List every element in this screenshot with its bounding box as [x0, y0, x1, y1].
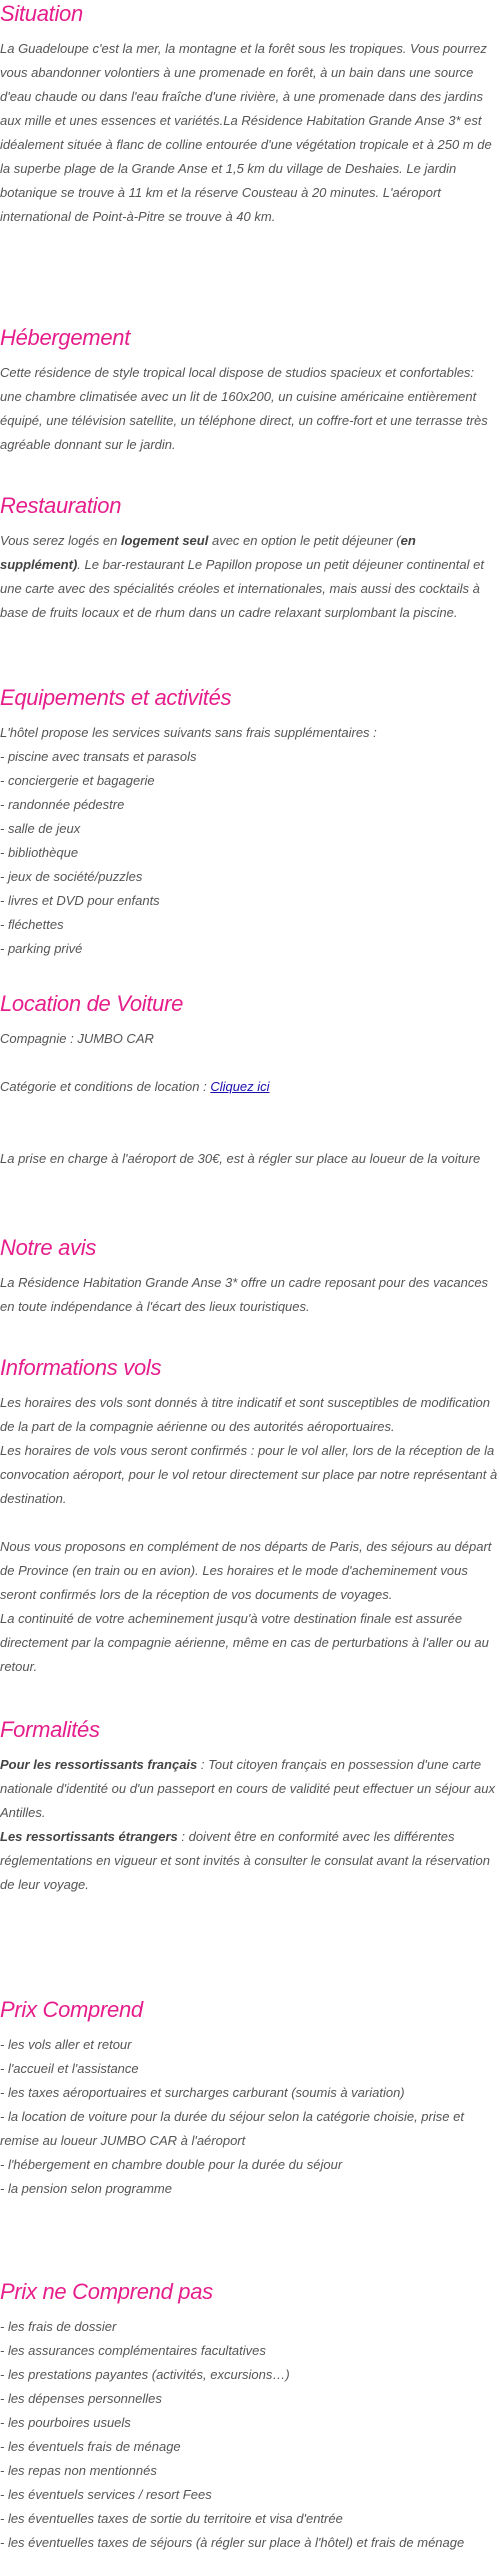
list-item: - fléchettes: [0, 917, 64, 932]
list-item: - les vols aller et retour: [0, 2037, 132, 2052]
formalites-etrangers-text: : doivent être en conformité avec les différentes réglementations en vigueur et sont invités à consulter le consulat avant la réservation de leur voyage.: [0, 1829, 490, 1892]
list-item: - les frais de dossier: [0, 2319, 117, 2334]
section-title-prix-ne-comprend: Prix ne Comprend pas: [0, 2279, 213, 2304]
equipements-list: [0, 721, 498, 961]
list-item: - les assurances complémentaires facultatives: [0, 2343, 266, 2358]
avis-text: La Résidence Habitation Grande Anse 3* offre un cadre reposant pour des vacances en toute indépendance à l'écart des lieux touristiques.: [0, 1275, 489, 1314]
list-item: - les éventuelles taxes de sortie du territoire et visa d'entrée: [0, 2511, 343, 2526]
location-conditions: [0, 1075, 498, 1099]
list-item: - les taxes aéroportuaires et surcharges carburant (soumis à variation): [0, 2085, 405, 2100]
section-avis: [0, 1234, 498, 1319]
restauration-text: [0, 529, 498, 625]
section-prix-ne-comprend: [0, 2278, 498, 2555]
section-vols: [0, 1354, 498, 1679]
formalites-etrangers: [0, 1825, 498, 1897]
list-item: - jeux de société/puzzles: [0, 869, 143, 884]
formalites-etrangers-label: Les ressortissants étrangers: [0, 1829, 178, 1844]
list-item: - les prestations payantes (activités, excursions…): [0, 2367, 290, 2382]
restauration-bold-supplement: en supplément): [0, 533, 416, 572]
equipements-intro: L'hôtel propose les services suivants sans frais supplémentaires :: [0, 725, 377, 740]
section-title-location: Location de Voiture: [0, 991, 184, 1016]
section-formalites: [0, 1716, 498, 1897]
list-item: - les éventuels frais de ménage: [0, 2439, 181, 2454]
section-title-equipements: Equipements et activités: [0, 685, 232, 710]
section-restauration: [0, 492, 498, 625]
list-item: - la pension selon programme: [0, 2181, 172, 2196]
restauration-text-3: . Le bar-restaurant Le Papillon propose un petit déjeuner continental et une carte avec des spécialités créoles et internationales, mais aussi des cocktails à base de fruits locaux et de rhum dans un cadre relaxant surplombant la piscine.: [0, 557, 484, 620]
list-item: - la location de voiture pour la durée du séjour selon la catégorie choisie, prise et remise au loueur JUMBO CAR à l'aéroport: [0, 2109, 464, 2148]
list-item: - les dépenses personnelles: [0, 2391, 162, 2406]
section-title-formalites: Formalités: [0, 1717, 100, 1742]
hebergement-text: Cette résidence de style tropical local dispose de studios spacieux et confortables: une chambre climatisée avec un lit de 160x200, un cuisine américaine entièrement équipé, une télévision satellite, un téléphone direct, un coffre-fort et une terrasse très agréable donnant sur le jardin.: [0, 365, 488, 452]
section-prix-comprend: [0, 1996, 498, 2201]
section-title-situation: Situation: [0, 1, 83, 26]
list-item: - conciergerie et bagagerie: [0, 773, 155, 788]
vols-paragraph-2: Les horaires de vols vous seront confirmés : pour le vol aller, lors de la réception de la convocation aéroport, pour le vol retour directement sur place par notre représentant à destination.: [0, 1443, 498, 1506]
list-item: - les éventuels services / resort Fees: [0, 2487, 212, 2502]
vols-paragraph-3: Nous vous proposons en complément de nos départs de Paris, des séjours au départ de Province (en train ou en avion). Les horaires et le mode d'acheminement vous seront confirmés lors de la réception de vos documents de voyages.: [0, 1539, 492, 1602]
list-item: - bibliothèque: [0, 845, 79, 860]
formalites-francais: [0, 1753, 498, 1825]
restauration-bold-logement: logement seul: [120, 533, 209, 548]
restauration-text-2: avec en option le petit déjeuner (: [208, 533, 401, 548]
vols-paragraph-1: Les horaires des vols sont donnés à titre indicatif et sont susceptibles de modification de la part de la compagnie aérienne ou des autorités aéroportuaires.: [0, 1395, 490, 1434]
location-company: Compagnie : JUMBO CAR: [0, 1031, 154, 1046]
list-item: - les pourboires usuels: [0, 2415, 131, 2430]
section-location: [0, 990, 498, 1171]
prix-comprend-list: [0, 2033, 498, 2201]
section-title-vols: Informations vols: [0, 1355, 162, 1380]
section-equipements: [0, 684, 498, 961]
list-item: - les éventuelles taxes de séjours (à régler sur place à l'hôtel) et frais de ménage: [0, 2535, 465, 2550]
formalites-francais-label: Pour les ressortissants français: [0, 1757, 198, 1772]
section-hebergement: [0, 324, 498, 457]
list-item: - l'accueil et l'assistance: [0, 2061, 139, 2076]
list-item: - parking privé: [0, 941, 83, 956]
vols-paragraph-4: La continuité de votre acheminement jusqu'à votre destination finale est assurée directement par la compagnie aérienne, même en cas de perturbations à l'aller ou au retour.: [0, 1611, 489, 1674]
list-item: - livres et DVD pour enfants: [0, 893, 160, 908]
list-item: - randonnée pédestre: [0, 797, 125, 812]
restauration-text-1: Vous serez logés en: [0, 533, 121, 548]
section-title-hebergement: Hébergement: [0, 325, 130, 350]
section-situation: [0, 0, 498, 229]
list-item: - les repas non mentionnés: [0, 2463, 157, 2478]
location-airport-note: La prise en charge à l'aéroport de 30€, est à régler sur place au loueur de la voiture: [0, 1151, 481, 1166]
section-title-prix-comprend: Prix Comprend: [0, 1997, 143, 2022]
formalites-francais-text: : Tout citoyen français en possession d'une carte nationale d'identité ou d'un passeport en cours de validité peut effectuer un séjour aux Antilles.: [0, 1757, 495, 1820]
list-item: - salle de jeux: [0, 821, 81, 836]
section-title-avis: Notre avis: [0, 1235, 97, 1260]
section-title-restauration: Restauration: [0, 493, 122, 518]
situation-text: La Guadeloupe c'est la mer, la montagne et la forêt sous les tropiques. Vous pourrez vous abandonner volontiers à une promenade en forêt, à un bain dans une source d'eau chaude ou dans l'eau fraîche d'une rivière, à une promenade dans des jardins aux mille et unes essences et variétés.La Résidence Habitation Grande Anse 3* est idéalement située à flanc de colline entourée d'une végétation tropicale et à 250 m de la superbe plage de la Grande Anse et 1,5 km du village de Deshaies. Le jardin botanique se trouve à 11 km et la réserve Cousteau à 20 minutes. L'aéroport international de Point-à-Pitre se trouve à 40 km.: [0, 41, 492, 224]
conditions-link[interactable]: Cliquez ici: [210, 1079, 270, 1094]
prix-ne-comprend-list: [0, 2315, 498, 2555]
location-conditions-label: Catégorie et conditions de location :: [0, 1079, 211, 1094]
list-item: - l'hébergement en chambre double pour la durée du séjour: [0, 2157, 343, 2172]
list-item: - piscine avec transats et parasols: [0, 749, 197, 764]
